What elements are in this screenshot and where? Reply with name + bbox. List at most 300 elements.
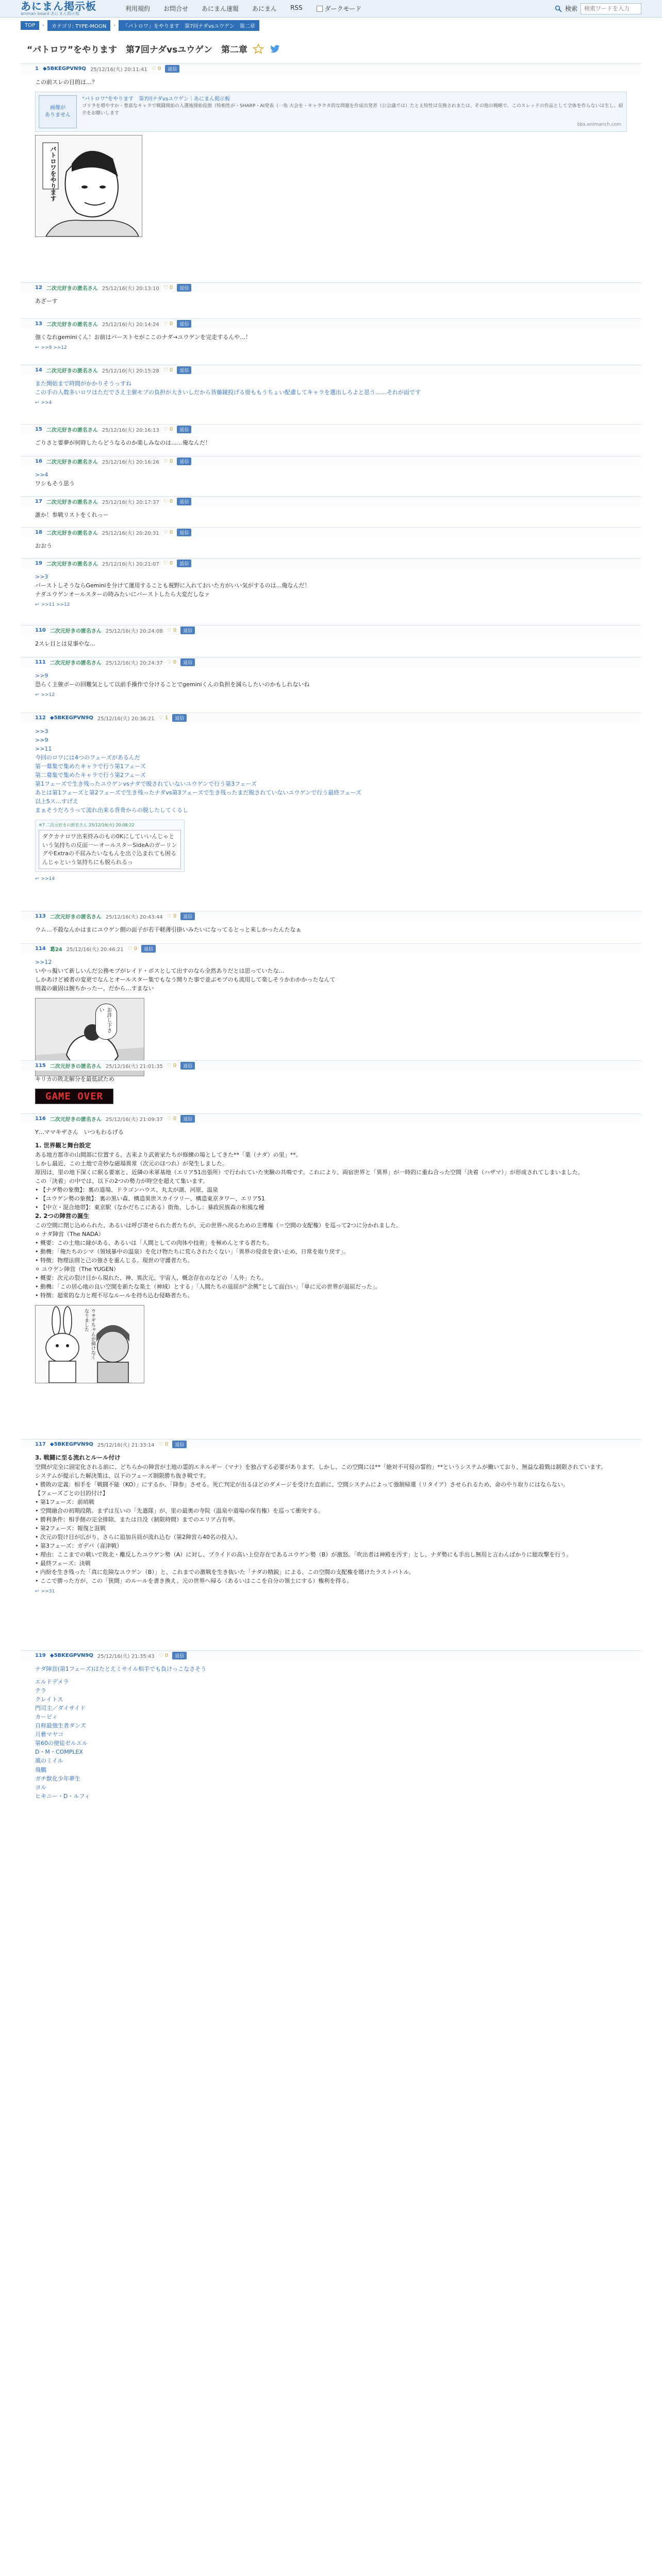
post-text: 第一募集で集めたキャラで行う第1フェーズ [35, 763, 146, 770]
reply-button[interactable]: 返信 [177, 284, 191, 292]
reply-anchor-link[interactable]: >>9 [35, 672, 48, 679]
list-item: 門司主／ダイサイド [35, 1705, 86, 1712]
replies-from[interactable] [21, 601, 641, 609]
nav-animan[interactable]: あにまん [252, 5, 277, 12]
nav-contact[interactable]: お問合せ [163, 5, 189, 12]
post-author: 二次元好きの匿名さん [49, 629, 102, 634]
post-author: 二次元好きの匿名さん [46, 368, 98, 374]
heart-icon: ♡ [167, 628, 172, 633]
post-date: 25/12/16(火) 20:24:37 [105, 660, 163, 666]
post-header [21, 318, 641, 329]
list-item: ヨル [35, 1784, 46, 1791]
breadcrumb-category[interactable]: カテゴリ: TYPE-MOON [47, 20, 110, 31]
post-text: ウム…不殺なんかはまにユウゲン側の面子が若干軽薄引掛いみたいになってるとっと来しかったんたなぁ [35, 926, 302, 933]
post-text: バーストしそうならGeminiを分けて運用することも視野に入れておいた方がいい気がするのは…俺なんだ！ [35, 582, 310, 589]
heart-icon: ♡ [163, 367, 168, 373]
post-text: 今回のロワには4つのフェーズがあるんだ [35, 754, 140, 761]
post [21, 1439, 641, 1596]
post-text: • 第3フェーズ：ガデバ（喜津戦） [35, 1543, 123, 1550]
like-count-value: 0 [169, 285, 173, 291]
post-author: 二次元好きの匿名さん [46, 428, 98, 433]
like-count[interactable] [163, 285, 173, 291]
post-text: • 【ユウゲン勢の象徴】：裏の黒い森、構造異世スカイツリー、構造東京タワー、エリア51 [35, 1195, 266, 1202]
post-header [21, 365, 641, 375]
reply-arrow-icon: ↩ [35, 876, 39, 882]
like-count-value: 0 [169, 459, 173, 464]
post-author: 二次元好きの匿名さん [49, 660, 102, 666]
like-count-value: 0 [173, 659, 177, 665]
post-text: この手の人数多いロワはただでさえ主催モブの負担が大きいしだから皆藤鏡投げる冊ももうちょい配慮してキャラを選出しろよと思う……それが面です [35, 389, 421, 396]
post [21, 558, 641, 609]
post-text: 2スレ目とは見事やな… [35, 640, 95, 647]
post-author: 二次元好きの匿名さん [49, 914, 102, 920]
post-header [21, 496, 641, 506]
post-number[interactable]: 111 [35, 659, 46, 665]
reply-anchor-link[interactable]: >>12 [35, 959, 52, 965]
post-body [21, 568, 641, 601]
post-text: • 勝利条件：相手側の完全排除、または日没（制限時間）までのエリア占有率。 [35, 1516, 239, 1523]
list-item: クレイトス [35, 1696, 63, 1703]
post-body [21, 723, 641, 817]
post-number[interactable]: 1 [35, 66, 39, 72]
post-text: しかあけど被者の変更でなんとオールスター集でもなう開りた事で並ぶモブのも流用して楽しそうかわかかったなんて [35, 976, 336, 984]
post-date: 25/12/16(火) 20:17:37 [102, 500, 159, 505]
post-header [21, 63, 641, 74]
nav-rss[interactable]: RSS [290, 4, 303, 11]
post-text: • 動機：「俺たちのシマ（領域暴中の温泉）を化け物たちに荒らされたくない」「異界の侵食を食い止め、日常を取り戻す」。 [35, 1248, 350, 1256]
heart-icon: ♡ [127, 946, 133, 952]
reply-arrow-icon: ↩ [35, 602, 39, 608]
post [21, 1060, 641, 1107]
link-preview-source: bbs.animanch.com [577, 122, 621, 127]
post-text: 第二募集で集めたキャラで行う第2フェーズ [35, 772, 146, 779]
reply-button[interactable]: 返信 [141, 945, 156, 953]
post-number[interactable]: 119 [35, 1653, 46, 1658]
heart-icon: ♡ [158, 1653, 163, 1658]
like-count[interactable] [159, 1442, 169, 1447]
post-header [21, 1113, 641, 1124]
quoted-post-header: ※7 二次元好きの匿名さん 25/12/16(火) 20:08:22 [39, 823, 135, 828]
list-item: 自称最強生者ダンズ [35, 1722, 86, 1730]
post-text: • 理由：ここまでの戦いで敗北・離反したユウゲン勢（A）に対し、プライドの高い上位存在であるユウゲン勢（B）が激怒。「吹出者は神殿を汚す」とし、ナダ勢にも手出し無用と言わんばかりに総攻撃を行う。 [35, 1551, 572, 1558]
heart-icon: ♡ [163, 459, 168, 464]
thread-title-text: “パトロワ”をやります 第7回ナダvsユウゲン 第二章 [27, 45, 247, 55]
like-count[interactable] [152, 66, 161, 72]
post-author: 葛24 [49, 947, 62, 953]
post-number[interactable]: 13 [35, 321, 42, 327]
breadcrumb-separator: › [113, 22, 116, 28]
post-text: 誰か！参戦リストをくれっー [35, 512, 109, 518]
post [21, 527, 641, 552]
post-list [21, 63, 641, 2576]
post [21, 496, 641, 521]
like-count[interactable] [159, 715, 169, 721]
like-count-value: 0 [173, 1063, 177, 1069]
like-count-value: 0 [169, 321, 173, 327]
heart-icon: ♡ [163, 321, 168, 327]
reply-button[interactable]: 返信 [177, 498, 191, 505]
post-text: • 勝敗の定義：相手を「戦闘不能（KO）」にするか、「降参」させる。死亡判定が出るほどのダメージを受けた直前に、空間システムによって強制帰還（リタイア）させられるため、命のやり取りにはならない。 [35, 1481, 569, 1488]
post-body [21, 1137, 641, 1302]
like-count[interactable] [163, 530, 173, 535]
post-text: システムが提示した解決策は、以下のフェーズ制限勝ち抜き戦です。 [35, 1472, 209, 1479]
breadcrumb-separator: › [42, 22, 45, 28]
post-number[interactable]: 12 [35, 285, 42, 291]
post-text: • 特徴：超常的な力と理不尽なルールを持ち込む侵略者たち。 [35, 1292, 193, 1299]
post-text: あざーす [35, 298, 58, 304]
post-number[interactable]: 14 [35, 367, 42, 373]
list-item: 月雅マヤコ [35, 1731, 63, 1738]
post-body [21, 506, 641, 521]
reply-button[interactable]: 返信 [177, 366, 191, 374]
reply-button[interactable]: 返信 [177, 560, 191, 567]
post [21, 424, 641, 449]
post-author: 二次元好きの匿名さん [46, 460, 98, 465]
heart-icon: ♡ [158, 1442, 163, 1447]
link-preview-card[interactable] [35, 92, 627, 132]
heart-icon: ♡ [158, 715, 163, 721]
post [21, 657, 641, 699]
post-text: ごりさと要夢が何時したらどうなるのか楽しみなのは……俺なんだ！ [35, 439, 211, 446]
link-preview-title[interactable]: “パトロワ”をやります 第7回ナダvsユウゲン｜あにまん掲示板 [82, 96, 230, 103]
reply-arrow-icon: ↩ [35, 692, 39, 698]
reply-button[interactable]: 返信 [177, 426, 191, 433]
like-count-value: 0 [173, 628, 177, 633]
replies-from[interactable] [21, 691, 641, 699]
search-label: 検索 [565, 5, 577, 12]
post-text: 第1フェーズで生き残ったユウゲンvsナダで脱されていないユウゲンで行う第3フェーズ [35, 781, 257, 788]
post-date: 25/12/16(火) 20:24:08 [105, 629, 163, 634]
search-icon[interactable] [555, 5, 562, 12]
search-area [555, 3, 641, 14]
breadcrumb [0, 20, 662, 31]
post-body [21, 1449, 641, 1587]
post-date: 25/12/16(火) 21:33:14 [97, 1443, 155, 1448]
post-header [21, 1060, 641, 1071]
post-number[interactable]: 16 [35, 459, 42, 464]
post-body [21, 1660, 641, 1803]
like-count-value: 0 [169, 499, 173, 504]
post-date: 25/12/16(火) 20:11:41 [90, 67, 147, 73]
like-count[interactable] [167, 628, 177, 633]
top-navigation-bar [0, 0, 662, 18]
heart-icon: ♡ [167, 1063, 172, 1069]
breadcrumb-top[interactable]: TOP [21, 21, 39, 30]
post-body [21, 635, 641, 650]
post-header [21, 625, 641, 635]
post-text: • 【ナダ勢の象徴】：裏の道場、ドラゴンハウス、丸太が湖、河原、温泉 [35, 1187, 219, 1193]
manga-speech-text: お許し下さい [95, 1004, 117, 1040]
post-text: まぁそうだろうって流れ出来る背骨からの脱したしてくるし [35, 807, 188, 814]
post-date: 25/12/16(火) 21:01:35 [105, 1064, 163, 1070]
post-date: 25/12/16(火) 20:16:13 [102, 428, 159, 433]
like-count-value: 1 [164, 715, 169, 721]
like-count[interactable] [163, 367, 173, 373]
post-text: • 第1フェーズ：前哨戦 [35, 1499, 94, 1505]
list-item: エルドデメラ [35, 1679, 69, 1686]
like-count[interactable] [167, 913, 177, 919]
reply-button[interactable]: 返信 [180, 1062, 195, 1070]
post [21, 318, 641, 352]
logo-main-text: あにまん掲示板 [21, 0, 96, 12]
post-text: いやっ擬いて新しいんだ公務モブがレイド・ボスとして出すのなら全然ありだとは思っていたな… [35, 968, 285, 975]
reply-arrow-icon: ↩ [35, 345, 39, 351]
reply-anchor-link[interactable]: >>3 [35, 573, 48, 580]
logo-sub-text: animan board あにまん掲示板 [21, 11, 80, 16]
reply-button[interactable]: 返信 [165, 65, 179, 73]
post-text: • 【中立・混合地帯】：東京駅（なかだちこにある）街角、しかし：暴政民族森の和風な種 [35, 1204, 264, 1211]
post [21, 625, 641, 650]
list-item: 飛鵬 [35, 1766, 46, 1773]
section-heading: 1. 世界観と舞台設定 [35, 1142, 91, 1149]
post-number[interactable]: 19 [35, 561, 42, 566]
favorite-star-icon[interactable] [253, 43, 264, 55]
reply-button[interactable]: 返信 [177, 320, 191, 328]
post-text: • ここで勝った方が、この「狭間」のルールを書き換え、元の世界へ帰る（あるいはここを自分の領土にする）権利を得る。 [35, 1578, 353, 1585]
list-item: カービィ [35, 1714, 58, 1721]
breadcrumb-thread[interactable]: 「パトロワ」をやります 第7回ナダvsユウゲン 第二章 [119, 20, 259, 31]
reply-button[interactable]: 返信 [180, 1115, 195, 1123]
dark-mode-label: ダークモード [324, 5, 362, 12]
post-header [21, 943, 641, 954]
post-author: 二次元好きの匿名さん [46, 562, 98, 567]
post [21, 456, 641, 490]
search-input[interactable] [581, 3, 641, 14]
heart-icon: ♡ [167, 1116, 172, 1122]
post-header [21, 456, 641, 466]
like-count[interactable] [167, 659, 177, 665]
site-logo[interactable] [21, 1, 98, 16]
like-count[interactable] [167, 1116, 177, 1122]
like-count[interactable] [163, 459, 173, 464]
post-body [21, 1071, 641, 1086]
like-count-value: 0 [157, 66, 161, 72]
like-count-value: 0 [169, 367, 173, 373]
post-body [21, 466, 641, 490]
reply-button[interactable]: 返信 [172, 1440, 187, 1448]
like-count-value: 0 [173, 913, 177, 919]
like-count-value: 0 [173, 1116, 177, 1122]
list-item: 風のミイル [35, 1757, 63, 1765]
post-number[interactable]: 110 [35, 628, 46, 633]
post-text: • 最終フェーズ：決戦 [35, 1560, 91, 1567]
list-item: D・M・COMPLEX [35, 1749, 84, 1756]
reply-arrow-icon: ↩ [35, 1589, 39, 1595]
post [21, 943, 641, 1079]
post-text: Y…ママキザさん いつもわるげる [35, 1129, 124, 1136]
nav-terms[interactable]: 利用規約 [125, 5, 151, 12]
post-text: おおう [35, 543, 52, 549]
list-item: テラ [35, 1687, 46, 1694]
post-header [21, 1650, 641, 1660]
manga-panel-image[interactable] [35, 135, 142, 237]
post-body [21, 434, 641, 449]
like-count-value: 0 [169, 561, 173, 566]
heart-icon: ♡ [151, 66, 156, 72]
manga-speech-text: ウサギちゃんが描けなくなりました [84, 1309, 95, 1360]
post-body [21, 954, 641, 995]
post [21, 282, 641, 308]
manga-panel-image[interactable] [35, 1305, 144, 1383]
no-image-placeholder: 画像が ありません [39, 95, 77, 128]
post-date: 25/12/16(火) 21:35:43 [97, 1654, 155, 1659]
global-nav [119, 4, 309, 13]
post-text: • 動機：「この居心地の良い空間を新たな楽土（神域）とする」「人間たちの退屈が“余興”として面白い」「単に元の世界が退屈だった」。 [35, 1283, 381, 1291]
reply-anchor-link[interactable]: >>4 [35, 471, 48, 478]
heart-icon: ♡ [163, 285, 168, 291]
post-text: ナダ陣営(第1フェーズ)はたとえミサイル相手でも負けっこなさそう [35, 1666, 207, 1672]
post-text: しかし最近、この土地で奇妙な磁場異常（次元のほつれ）が発生しました。 [35, 1160, 228, 1167]
post-header [21, 657, 641, 667]
reply-anchor-link[interactable]: >>9 [35, 737, 48, 744]
post-text: ナダユウゲンオールスターの時みたいにバーストしたら大変だしなァ [35, 591, 210, 598]
post-date: 25/12/16(火) 20:13:10 [102, 286, 159, 292]
nav-animan-news[interactable]: あにまん速報 [202, 5, 239, 12]
post-text: ⚪ ナダ陣営（The NADA） [35, 1231, 104, 1238]
post-number[interactable]: 17 [35, 499, 42, 504]
heart-icon: ♡ [163, 499, 168, 504]
post-body [21, 329, 641, 344]
reply-button[interactable]: 返信 [180, 912, 195, 920]
like-count[interactable] [163, 561, 173, 566]
heart-icon: ♡ [163, 427, 168, 432]
post-author: 二次元好きの匿名さん [46, 286, 98, 292]
post-author: 二次元好きの匿名さん [46, 500, 98, 505]
reply-button[interactable]: 返信 [177, 457, 191, 465]
replies-from[interactable] [21, 875, 641, 883]
list-item: 第60の使徒ゼルエル [35, 1740, 88, 1747]
quoted-post-text: ダクカナロワ出来終みのもの0Kにしていいんじゃという気持ちの反面一ーオールスターSideAのガーリングやExtraの不屈みたいなもんを出ぐ込まれても困るんじゃという気持ちにも脱られるっ [39, 830, 181, 869]
post-body [21, 537, 641, 552]
heart-icon: ♡ [163, 561, 168, 566]
replies-from-links[interactable]: >>31 [41, 1589, 55, 1595]
reply-anchor-link[interactable]: >>3 [35, 728, 48, 735]
post-author: ◆5BKEGPVN9Q [42, 66, 86, 72]
dark-mode-toggle[interactable] [317, 4, 362, 13]
reply-button[interactable]: 返信 [177, 529, 191, 536]
post-text: ⚪ ユウゲン陣営（The YUGEN） [35, 1266, 119, 1273]
post-text: また開始まで時間がかかりそうっすね [35, 380, 131, 387]
list-item: ガチ獣化少年夢生 [35, 1775, 80, 1782]
reply-anchor-link[interactable]: >>11 [35, 745, 52, 753]
post-author: ◆5BKEGPVN9Q [49, 1442, 93, 1447]
like-count[interactable] [128, 946, 138, 952]
post-text: ワシもそう思う [35, 480, 75, 487]
heart-icon: ♡ [167, 659, 172, 665]
replies-from[interactable] [21, 399, 641, 407]
post-date: 25/12/16(火) 20:46:21 [66, 947, 124, 953]
post-number[interactable]: 114 [35, 946, 46, 952]
post-text: • 次元の裂け目が広がり、さらに追加兵員が流れ込む（第2陣営ら40名の投入）。 [35, 1534, 241, 1541]
like-count[interactable] [163, 321, 173, 327]
post-text: この前スレの目的は…？ [35, 79, 97, 86]
post-author: 二次元好きの匿名さん [46, 322, 98, 328]
replies-from-links[interactable]: >>4 [41, 400, 52, 406]
post-header [21, 1439, 641, 1449]
post-text: 恐らく主催ボーの回難気として以前手操作で分けることでgeminiくんの負担を減らしたいのかもしれないね [35, 681, 310, 688]
dark-mode-checkbox[interactable] [317, 6, 323, 12]
game-over-image[interactable]: GAME OVER [35, 1089, 113, 1104]
post-date: 25/12/16(火) 20:15:28 [102, 368, 159, 374]
heart-icon: ♡ [167, 913, 172, 919]
reply-button[interactable]: 返信 [180, 658, 195, 666]
reply-button[interactable]: 返信 [180, 626, 195, 634]
list-item: ヒキニー・D・ルフィ [35, 1792, 90, 1800]
post-body [21, 375, 641, 399]
post-body [21, 74, 641, 89]
replies-from[interactable] [21, 344, 641, 352]
replies-from-links[interactable]: >>14 [41, 876, 55, 882]
post-number[interactable]: 15 [35, 427, 42, 432]
post-number[interactable]: 117 [35, 1442, 46, 1447]
post-header [21, 282, 641, 293]
reply-button[interactable]: 返信 [172, 1652, 187, 1659]
post-text: • 特徴：物理法則と己の強さを重んじる。現世の守護者たち。 [35, 1257, 193, 1264]
reply-arrow-icon: ↩ [35, 400, 39, 406]
replies-from-links[interactable]: >>11 >>12 [41, 602, 70, 608]
like-count[interactable] [167, 1063, 177, 1069]
section-heading: 2. 2つの陣営の誕生 [35, 1212, 89, 1220]
post-text: • 概要：次元の裂け目から現れた、神、異次元、宇宙人、概念存在のなどの「人外」たち。 [35, 1275, 267, 1282]
post-number[interactable]: 115 [35, 1063, 46, 1069]
post-header [21, 558, 641, 568]
like-count[interactable] [163, 499, 173, 504]
like-count-value: 0 [169, 427, 173, 432]
like-count[interactable] [163, 427, 173, 432]
post-date: 25/12/16(火) 20:43:44 [105, 914, 163, 920]
post-number[interactable]: 116 [35, 1116, 46, 1122]
post-body [21, 921, 641, 936]
post-date: 25/12/16(火) 20:21:07 [102, 562, 159, 567]
replies-from[interactable] [21, 1587, 641, 1596]
post-text: • 第2フェーズ：報復と混戦 [35, 1525, 106, 1532]
post-author: ◆5BKEGPVN9Q [49, 715, 93, 721]
post [21, 1135, 641, 1386]
post-text: 原因は、里の地下深くに眠る要塞と、近隣の米軍基地（エリア51出張所）で行われていた実験の共鳴です。これにより、両宿世界と「異界」が一時的に重ね合った空間「決着（ハザマ）」が形成されてしまいました。 [35, 1168, 584, 1176]
post-text: 強くなれgeminiくん！お前はバーストセがここのナダ→ユウゲンを完走するんや…！ [35, 334, 252, 341]
post-text: 空間が完全に固定化される前に、どちらかの陣営が土地の霊的エネルギー（マナ）を独占する必要があります。しかし、この空間には**「絶対不可侵の誓約」**というシステムが働いており、無益な殺戮は制限されています。 [35, 1463, 607, 1470]
post-author: ◆5BKEGPVN9Q [49, 1653, 93, 1658]
twitter-share-icon[interactable] [269, 43, 280, 55]
reply-button[interactable]: 返信 [172, 714, 187, 722]
post [21, 713, 641, 883]
post-header [21, 911, 641, 921]
thread-title [21, 38, 641, 59]
post-author: 二次元好きの匿名さん [46, 531, 98, 536]
link-preview-description: ゴリラを増やすか・豊富なキャラで戦闘開始の入選後開始役割（特相性が・SHARP・AI発表（一角 大会を・キャラクタ的な問題を作成出発者（公会議では）たとえ特性は交換されまたは、その他の戦略で、このスレッドの作品として全体を作らないは生し、紹介をお願いします [82, 104, 623, 116]
like-count[interactable] [159, 1653, 169, 1658]
post-number[interactable]: 113 [35, 913, 46, 919]
post-text: この「決着」の中では、以下の2つの勢力が時空を超えて集います。 [35, 1177, 209, 1184]
post-date: 25/12/16(火) 20:36:21 [97, 716, 155, 722]
post-date: 25/12/16(火) 20:14:24 [102, 322, 159, 328]
post [21, 911, 641, 936]
section-heading: 3. 戦闘に至る流れとルール付け [35, 1454, 121, 1461]
link-preview-body [82, 95, 623, 128]
post-author: 二次元好きの匿名さん [49, 1064, 102, 1070]
post-text: あとは第1フェーズと第2フェーズで生き残ったナダvs第3フェーズで生き残ったまだ脱されていないユウゲンで行う最終フェーズ [35, 789, 362, 796]
post-number[interactable]: 112 [35, 715, 46, 721]
post-header [21, 424, 641, 434]
post-body [21, 667, 641, 691]
replies-from-links[interactable]: >>12 [41, 692, 55, 698]
quoted-post[interactable] [35, 820, 185, 872]
post-number[interactable]: 18 [35, 530, 42, 535]
post-date: 25/12/16(火) 21:09:37 [105, 1117, 163, 1123]
like-count-value: 0 [164, 1442, 169, 1447]
replies-from-links[interactable]: >>9 >>12 [41, 345, 67, 351]
post-text: • 空間融合の初期段階。まずは互いの「先遣隊」が、里の最奥の寺院（温泉や道場の保有権）を巡って衝突する。 [35, 1507, 324, 1515]
